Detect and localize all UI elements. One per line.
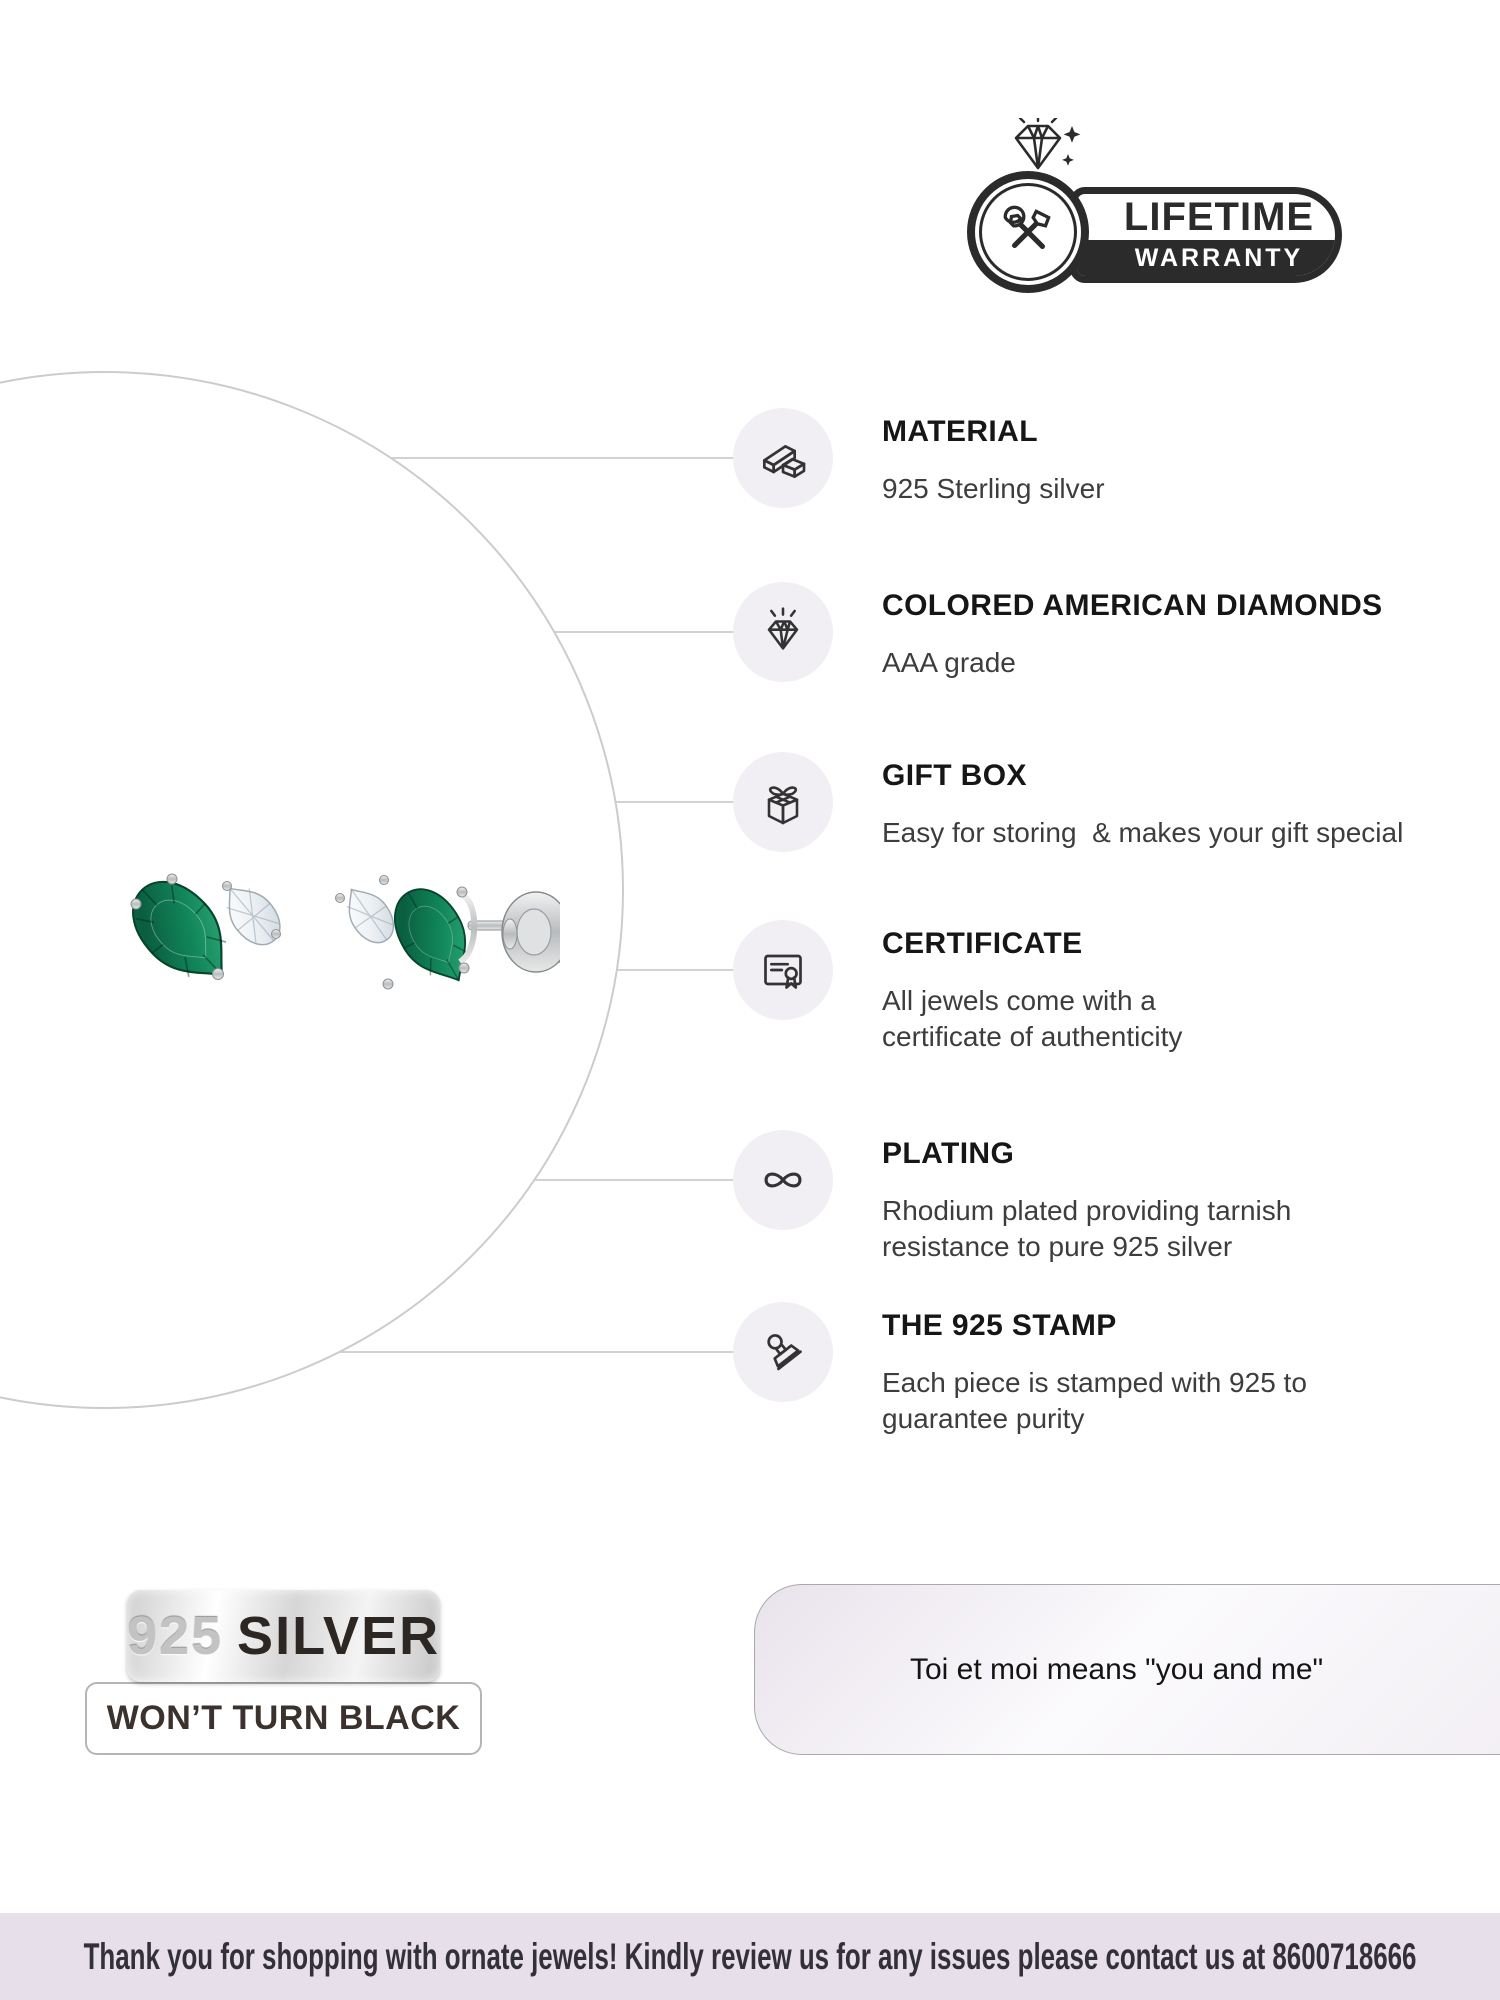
silver-bars-icon: [733, 408, 833, 508]
silver-label: SILVER: [237, 1606, 441, 1666]
feature-line: Rhodium plated providing tarnish: [882, 1195, 1292, 1226]
warranty-circle: [967, 171, 1089, 293]
footer-bar: [0, 1913, 1500, 2000]
footer-text: Thank you for shopping with ornate jewels! Kindly review us for any issues please contact us at 8600718666: [83, 1935, 1417, 1977]
warranty-circle-inner: [979, 183, 1077, 281]
toi-et-moi-note: [754, 1584, 1500, 1755]
butterfly-back: [502, 892, 560, 972]
lifetime-label: LIFETIME: [1123, 194, 1315, 239]
feature-line: 925 Sterling silver: [882, 473, 1105, 504]
feature-title: MATERIAL: [882, 415, 1038, 448]
wont-turn-black-badge: [85, 1682, 482, 1755]
feature-line: certificate of authenticity: [882, 1021, 1183, 1052]
feature-line: guarantee purity: [882, 1403, 1085, 1434]
feature-line: AAA grade: [882, 647, 1016, 678]
earring-left: [116, 865, 290, 999]
feature-line: Each piece is stamped with 925 to: [882, 1367, 1307, 1398]
feature-diamonds: [733, 582, 1383, 682]
feature-line: resistance to pure 925 silver: [882, 1231, 1233, 1262]
wont-turn-black-label: WON’T TURN BLACK: [106, 1699, 461, 1737]
gift-box-icon: [733, 752, 833, 852]
feature-line: All jewels come with a: [882, 985, 1156, 1016]
feature-material: [733, 408, 1105, 508]
warranty-pill-top: [1077, 194, 1335, 240]
earring-right: [336, 876, 561, 996]
925-silver-badge: [127, 1590, 440, 1682]
925-number: 925: [126, 1606, 224, 1666]
diamond-icon: [733, 582, 833, 682]
certificate-icon: [733, 920, 833, 1020]
feature-title: COLORED AMERICAN DIAMONDS: [882, 589, 1383, 622]
wrench-hammer-icon: [995, 199, 1061, 265]
warranty-label: WARRANTY: [1134, 243, 1304, 272]
note-text: Toi et moi means "you and me": [910, 1652, 1324, 1686]
feature-title: THE 925 STAMP: [882, 1309, 1117, 1342]
warranty-pill: [1070, 187, 1342, 283]
feature-line: Easy for storing & makes your gift special: [882, 817, 1404, 848]
infinity-icon: [733, 1130, 833, 1230]
feature-plating: [733, 1130, 1291, 1265]
feature-925-stamp: [733, 1302, 1307, 1437]
lifetime-warranty-badge: [960, 118, 1360, 298]
feature-title: CERTIFICATE: [882, 927, 1083, 960]
stamp-icon: [733, 1302, 833, 1402]
diamond-ring-icon: [972, 118, 1088, 176]
feature-gift-box: [733, 752, 1403, 852]
earrings-product-image: [50, 838, 560, 1023]
warranty-pill-bottom: [1077, 240, 1335, 276]
feature-title: PLATING: [882, 1137, 1015, 1170]
feature-title: GIFT BOX: [882, 759, 1027, 792]
feature-certificate: [733, 920, 1182, 1055]
